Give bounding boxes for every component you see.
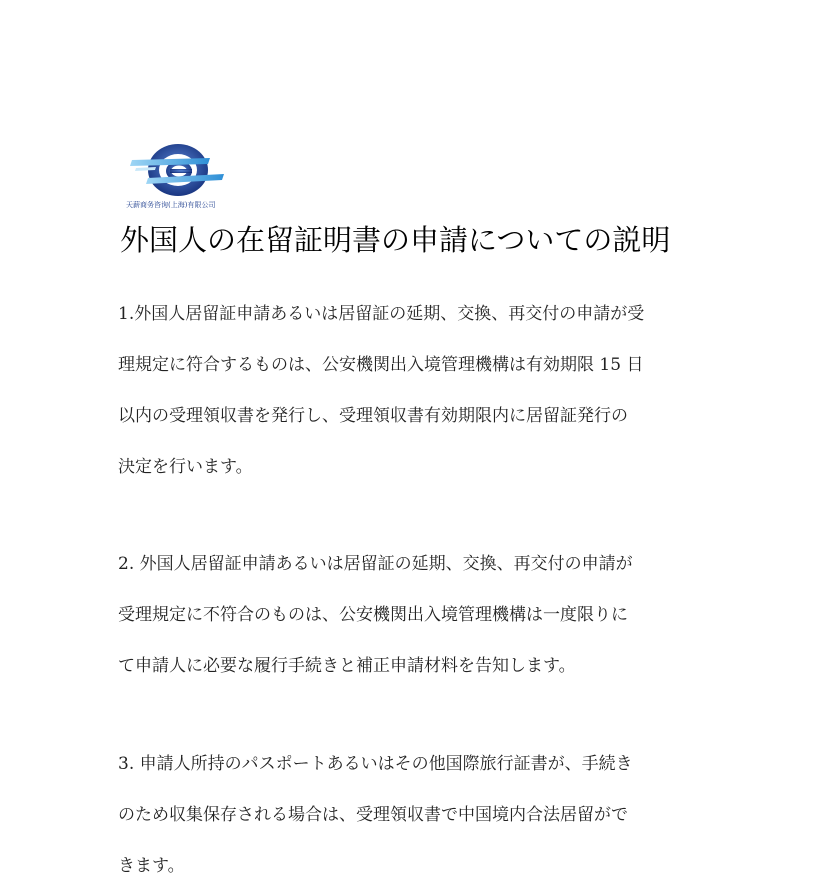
paragraph-line: 決定を行います。 <box>118 457 253 477</box>
paragraph-line: 2. 外国人居留証申請あるいは居留証の延期、交換、再交付の申請が <box>118 554 633 574</box>
logo-emblem-icon <box>126 140 238 200</box>
paragraph-line: て申請人に必要な履行手続きと補正申請材料を告知します。 <box>118 656 576 676</box>
paragraph-line: 理規定に符合するものは、公安機関出入境管理機構は有効期限 15 日 <box>118 355 644 375</box>
paragraph-line: 以内の受理領収書を発行し、受理領収書有効期限内に居留証発行の <box>118 406 628 426</box>
paragraph-line: のため収集保存される場合は、受理領収書で中国境内合法居留がで <box>118 805 628 825</box>
paragraph-line: 3. 申請人所持のパスポートあるいはその他国際旅行証書が、手続き <box>118 754 633 774</box>
paragraph-1 <box>118 289 718 493</box>
paragraph-line: 受理規定に不符合のものは、公安機関出入境管理機構は一度限りに <box>118 605 628 625</box>
paragraph-2 <box>118 539 718 692</box>
document-title: 外国人の在留証明書の申請についての説明 <box>120 223 671 257</box>
paragraph-line: きます。 <box>118 856 185 876</box>
logo-company-name: 天薪商务咨询(上海)有限公司 <box>126 201 216 209</box>
paragraph-3 <box>118 739 718 892</box>
company-logo <box>126 140 238 212</box>
paragraph-line: 1.外国人居留証申請あるいは居留証の延期、交換、再交付の申請が受 <box>118 304 645 324</box>
